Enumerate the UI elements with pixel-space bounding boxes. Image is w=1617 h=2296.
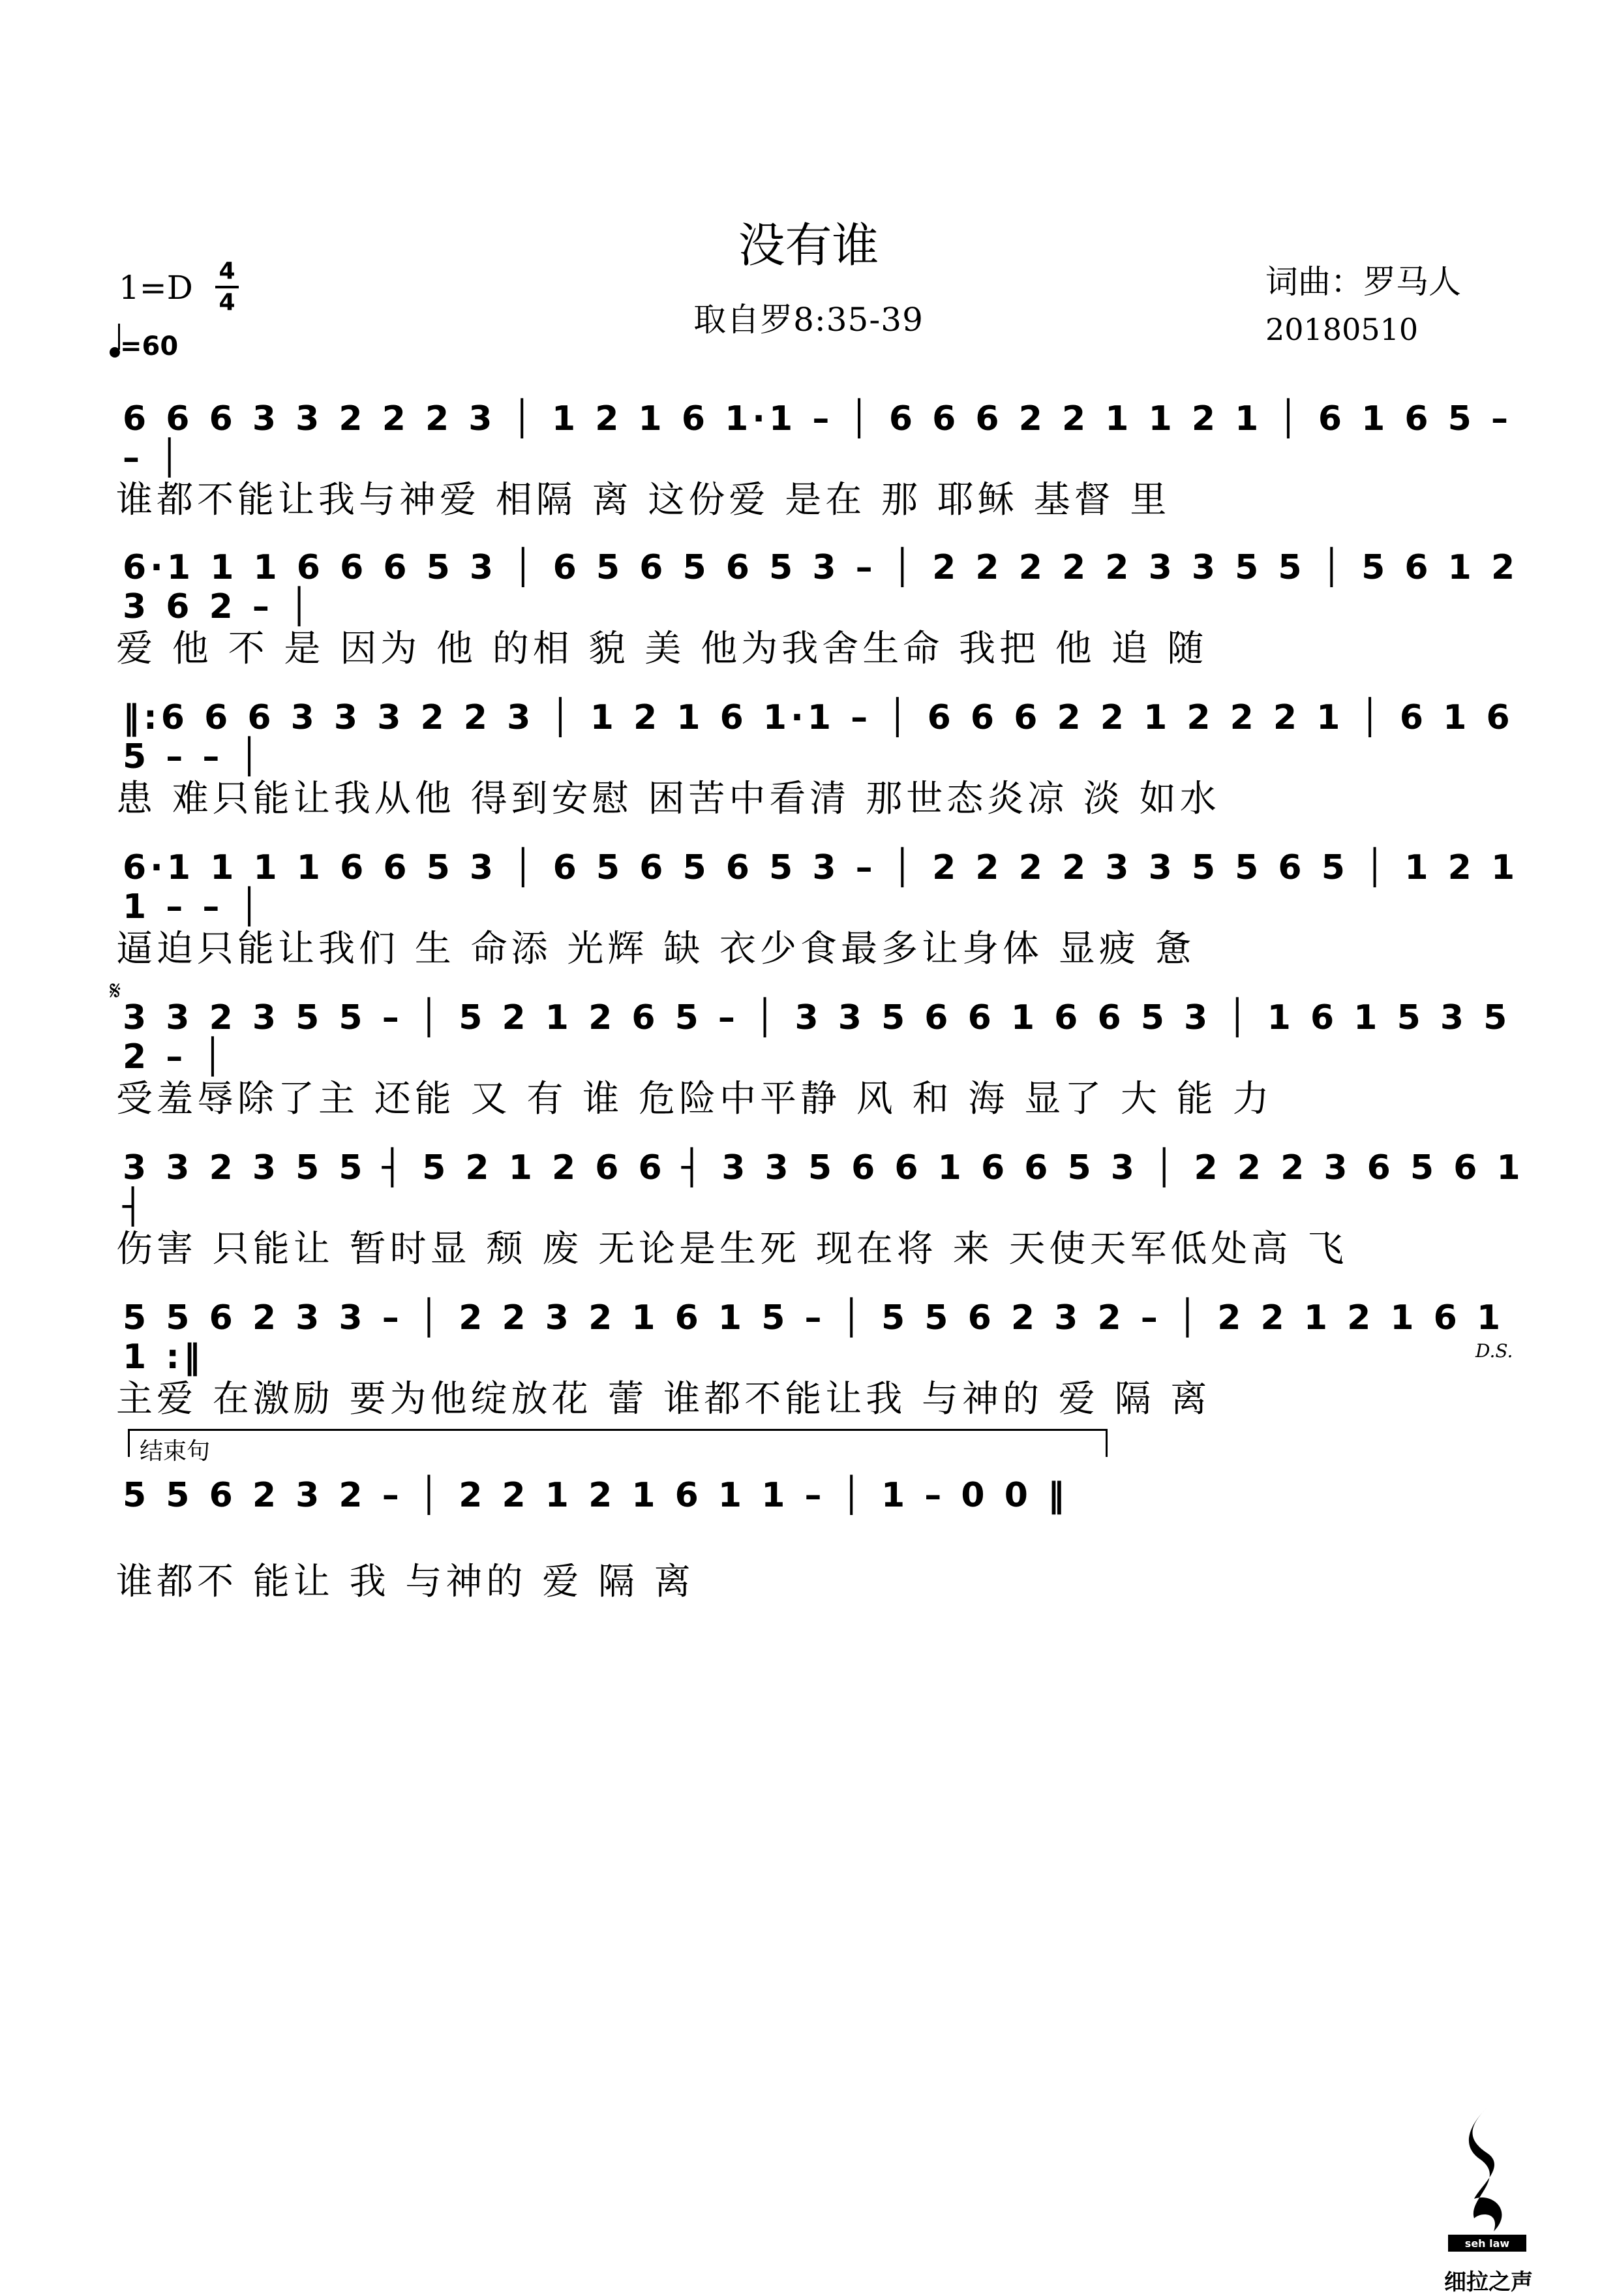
time-signature-bottom: 4 — [219, 289, 235, 316]
notation-row-6: 3 3 2 3 5 5 ┤ 5 2 1 2 6 6 ┤ 3 3 5 6 6 1 6 6 5 3 │ 2 2 2 3 6 5 6 1 ┤ — [123, 1148, 1524, 1227]
logo-small-text: seh law — [1464, 2237, 1510, 2250]
song-title: 没有谁 — [738, 218, 879, 273]
notation-row-5: 3 3 2 3 5 5 – │ 5 2 1 2 6 5 – │ 3 3 5 6 6 1 6 6 5 3 │ 1 6 1 5 3 5 2 – │ — [123, 998, 1511, 1077]
lyrics-row-5: 受羞辱除了主 还能 又 有 谁 危险中平静 风 和 海 显了 大 能 力 — [116, 1078, 1273, 1120]
lyrics-row-4: 逼迫只能让我们 生 命添 光辉 缺 衣少食最多让身体 显疲 惫 — [116, 928, 1196, 970]
ending-bracket — [128, 1429, 1108, 1457]
key-signature: 1=D — [119, 269, 193, 307]
time-signature-bar — [215, 286, 239, 288]
publisher-name: 细拉之声 — [1444, 2269, 1533, 2295]
notation-row-3: ‖:6 6 6 3 3 3 2 2 3 │ 1 2 1 6 1·1 – │ 6 6 6 2 2 1 2 2 2 1 │ 6 1 6 5 – – │ — [123, 698, 1514, 776]
notation-row-1: 6 6 6 3 3 2 2 2 3 │ 1 2 1 6 1·1 – │ 6 6 6 2 2 1 1 2 1 │ 6 1 6 5 – – │ — [123, 399, 1512, 478]
lyrics-row-1: 谁都不能让我与神爱 相隔 离 这份爱 是在 那 耶稣 基督 里 — [116, 479, 1171, 521]
notation-row-7: 5 5 6 2 3 3 – │ 2 2 3 2 1 6 1 5 – │ 5 5 6 2 3 2 – │ 2 2 1 2 1 6 1 1 :‖ — [123, 1298, 1505, 1377]
lyrics-row-3: 患 难只能让我从他 得到安慰 困苦中看清 那世态炎凉 淡 如水 — [116, 778, 1220, 820]
time-signature-top: 4 — [219, 258, 235, 284]
ending-label: 结束句 — [140, 1438, 211, 1465]
lyrics-row-6: 伤害 只能让 暂时显 颓 废 无论是生死 现在将 来 天使天军低处高 飞 — [116, 1228, 1348, 1270]
score-row-7 — [110, 1298, 1525, 1377]
lyrics-row-8: 谁都不 能让 我 与神的 爱 隔 离 — [116, 1561, 695, 1603]
lyrics-row-2: 爱 他 不 是 因为 他 的相 貌 美 他为我舍生命 我把 他 追 随 — [116, 628, 1208, 670]
tempo-marking — [110, 324, 178, 361]
score-row-6 — [110, 1148, 1525, 1227]
score-row-2 — [110, 548, 1525, 626]
score-row-1 — [110, 399, 1525, 478]
score-row-5 — [110, 998, 1525, 1077]
lyrics-row-7: 主爱 在激励 要为他绽放花 蕾 谁都不能让我 与神的 爱 隔 离 — [116, 1378, 1211, 1420]
credit-text: 词曲：罗马人 — [1265, 263, 1461, 301]
publisher-logo-icon — [1442, 2101, 1533, 2258]
notation-row-4: 6·1 1 1 1 6 6 5 3 │ 6 5 6 5 6 5 3 – │ 2 2 2 2 3 3 5 5 6 5 │ 1 2 1 1 – – │ — [123, 848, 1519, 926]
song-subtitle: 取自罗8:35-39 — [693, 301, 924, 339]
dal-segno-marking: D.S. — [1475, 1340, 1513, 1362]
score-row-3 — [110, 698, 1525, 776]
notation-row-2: 6·1 1 1 6 6 6 5 3 │ 6 5 6 5 6 5 3 – │ 2 2 2 2 2 3 3 5 5 │ 5 6 1 2 3 6 2 – │ — [123, 548, 1519, 626]
score-row-8 — [110, 1476, 1525, 1528]
notation-row-8: 5 5 6 2 3 2 – │ 2 2 1 2 1 6 1 1 – │ 1 – 0 0 ‖ — [123, 1476, 1068, 1515]
tempo-value: =60 — [120, 331, 179, 361]
date-text: 20180510 — [1265, 312, 1419, 347]
score-row-4 — [110, 848, 1525, 926]
time-signature — [215, 260, 239, 314]
segno-sign: 𝄋 — [110, 976, 121, 1006]
